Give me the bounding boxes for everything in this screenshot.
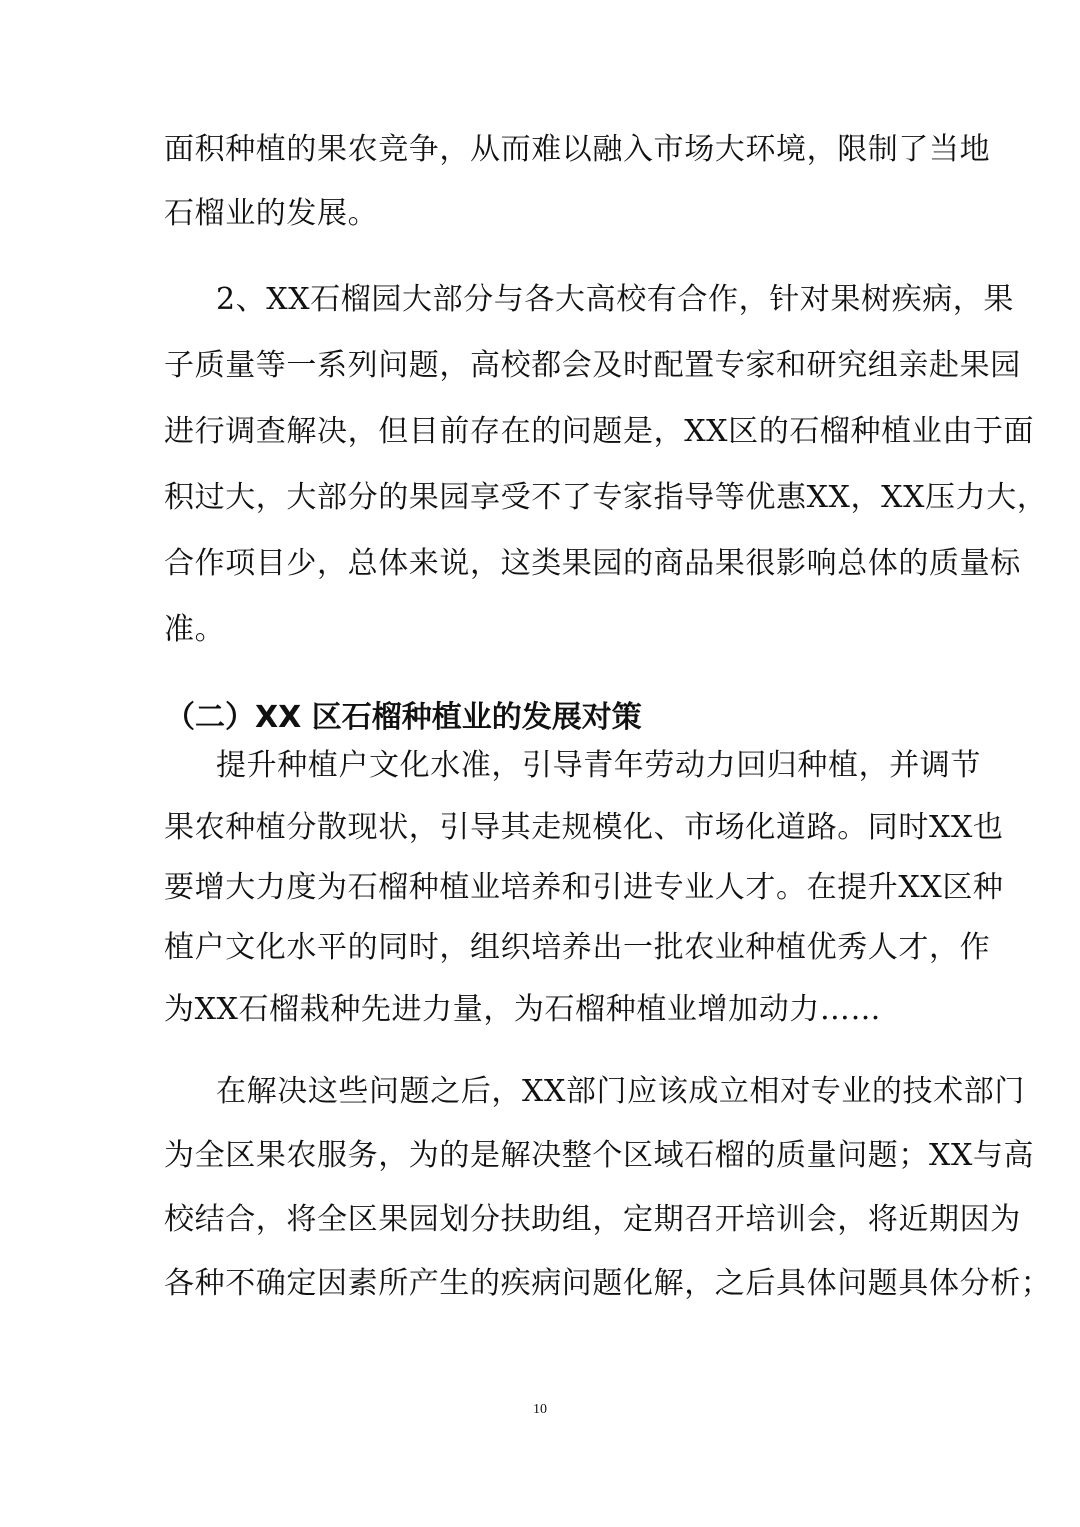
page-number: 10 bbox=[533, 1402, 547, 1417]
paragraph-line: 合作项目少，总体来说，这类果园的商品果很影响总体的质量标 bbox=[164, 546, 1021, 581]
paragraph-line: 进行调查解决，但目前存在的问题是，XX区的石榴种植业由于面 bbox=[164, 414, 1035, 449]
paragraph-line: 石榴业的发展。 bbox=[164, 196, 379, 231]
paragraph-line: 提升种植户文化水准，引导青年劳动力回归种植，并调节 bbox=[216, 748, 981, 783]
paragraph-line: 果农种植分散现状，引导其走规模化、市场化道路。同时XX也 bbox=[164, 810, 1004, 845]
paragraph-line: 面积种植的果农竞争，从而难以融入市场大环境，限制了当地 bbox=[164, 132, 991, 167]
section-heading: （二）XX 区石榴种植业的发展对策 bbox=[165, 700, 642, 735]
paragraph-line: 为全区果农服务，为的是解决整个区域石榴的质量问题；XX与高 bbox=[164, 1138, 1035, 1173]
paragraph-line: 为XX石榴栽种先进力量，为石榴种植业增加动力…… bbox=[164, 992, 882, 1027]
paragraph-line: 各种不确定因素所产生的疾病问题化解，之后具体问题具体分析； bbox=[164, 1266, 1052, 1301]
paragraph-line: 植户文化水平的同时，组织培养出一批农业种植优秀人才，作 bbox=[164, 930, 991, 965]
paragraph-line: 2、XX石榴园大部分与各大高校有合作，针对果树疾病，果 bbox=[216, 282, 1015, 317]
paragraph-line: 在解决这些问题之后，XX部门应该成立相对专业的技术部门 bbox=[216, 1074, 1025, 1109]
paragraph-line: 准。 bbox=[164, 612, 226, 647]
paragraph-line: 要增大力度为石榴种植业培养和引进专业人才。在提升XX区种 bbox=[164, 870, 1004, 905]
paragraph-line: 校结合，将全区果园划分扶助组，定期召开培训会，将近期因为 bbox=[164, 1202, 1021, 1237]
paragraph-line: 子质量等一系列问题，高校都会及时配置专家和研究组亲赴果园 bbox=[164, 348, 1021, 383]
paragraph-line: 积过大，大部分的果园享受不了专家指导等优惠XX，XX压力大， bbox=[164, 480, 1048, 515]
